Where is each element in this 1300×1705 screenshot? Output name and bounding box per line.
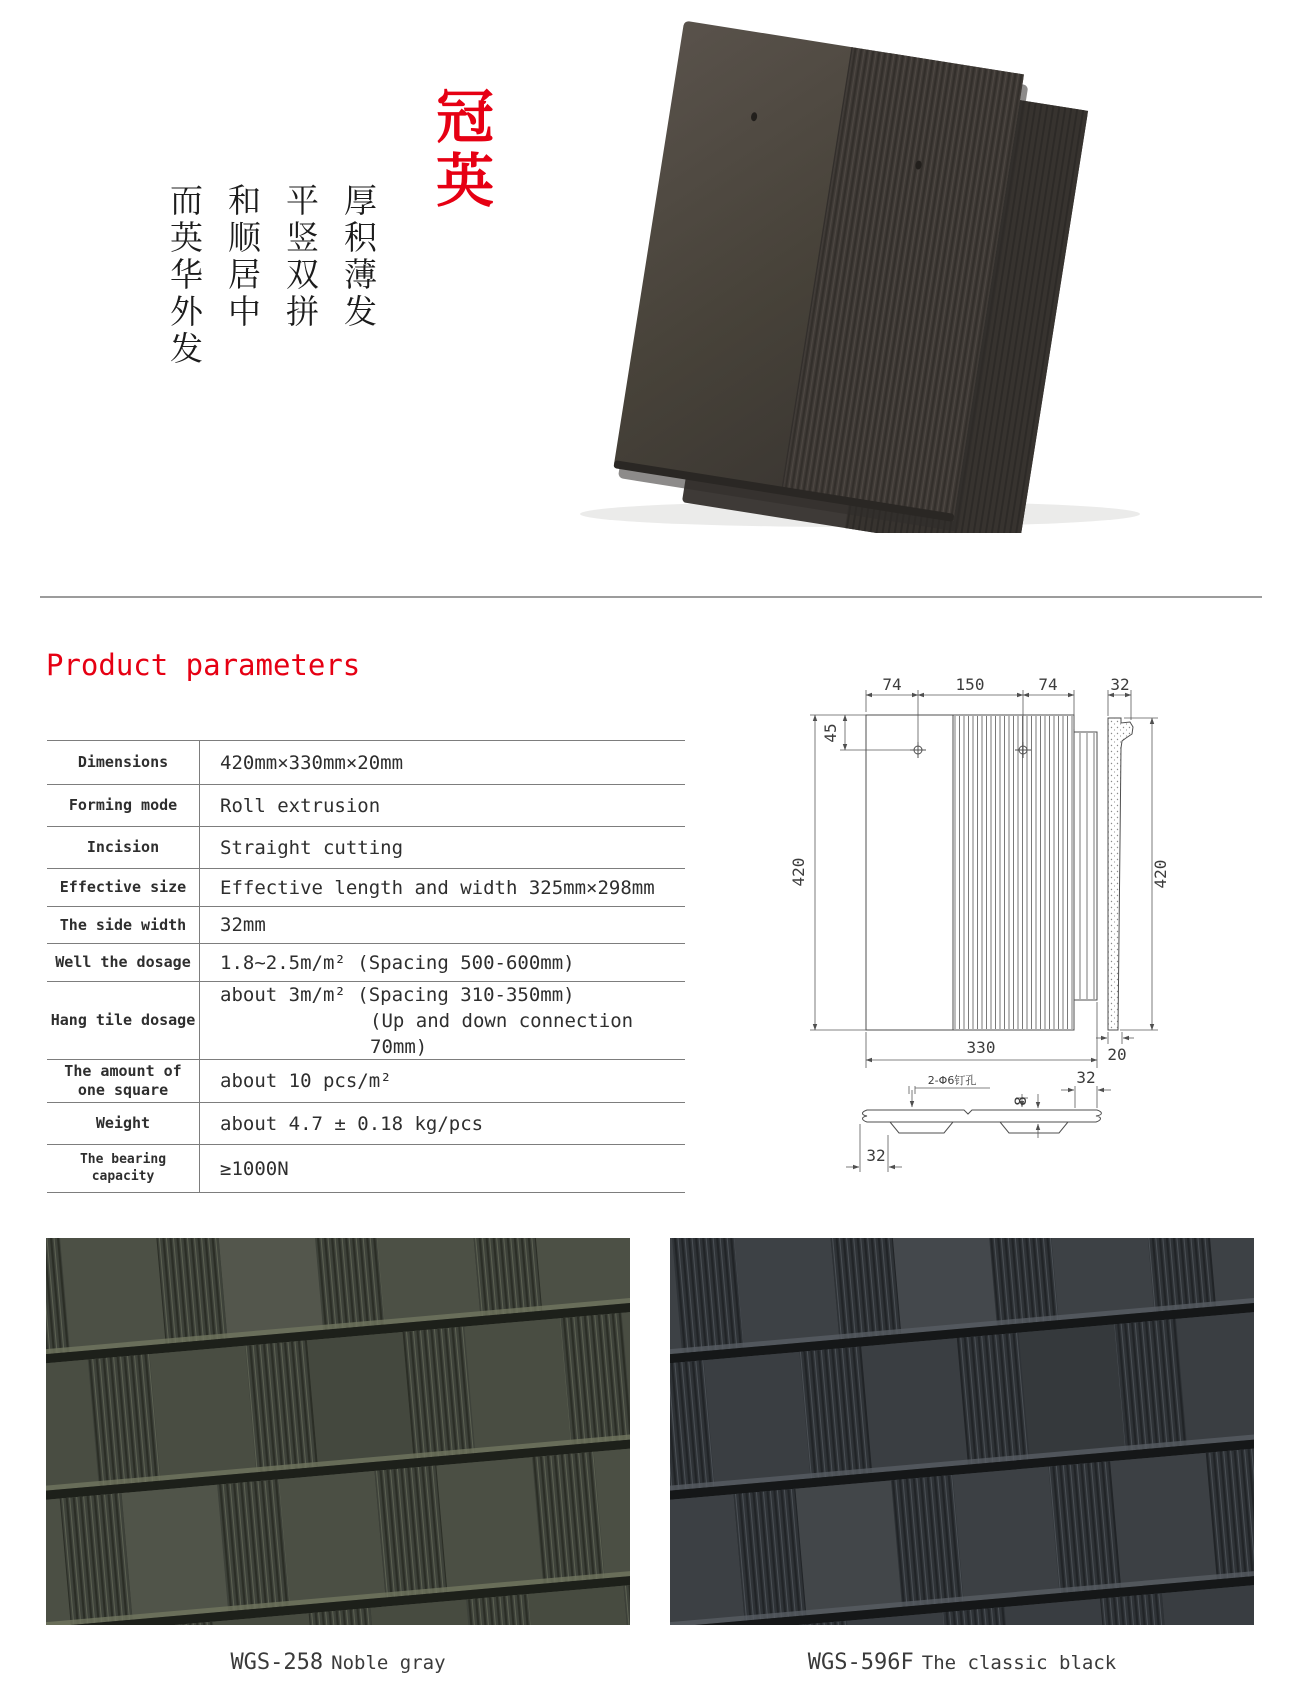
side-dimensions [1096, 690, 1158, 1044]
product-name: Noble gray [331, 1652, 446, 1674]
section-dimensions [846, 1086, 1111, 1172]
brand-title: 冠英 [426, 86, 494, 214]
table-row [47, 982, 685, 1060]
roof-photo-noble-gray [46, 1238, 630, 1625]
nail-hole-label: 2-Φ6钉孔 [927, 1074, 977, 1087]
row-value: ≥1000N [220, 1157, 289, 1180]
table-row [47, 785, 685, 827]
section-view [863, 1110, 1102, 1133]
batten [890, 1122, 953, 1133]
product-code: WGS-596F [807, 1650, 914, 1675]
table-row [47, 1060, 685, 1103]
row-value: 420mm×330mm×20mm [220, 751, 404, 774]
section-title: Product parameters [46, 648, 361, 682]
motto-column: 厚积薄发 [339, 183, 378, 331]
table-row [47, 907, 685, 944]
technical-drawing [715, 615, 1195, 1185]
table-row [47, 827, 685, 869]
table-row [47, 1145, 685, 1193]
row-value: about 4.7 ± 0.18 kg/pcs [220, 1112, 484, 1135]
dim-32-left-lap: 32 [866, 1146, 886, 1165]
parameters-table [47, 740, 685, 1193]
row-value: 1.8~2.5m/m² (Spacing 500-600mm) [220, 951, 575, 974]
table-row [47, 944, 685, 982]
table-row [47, 869, 685, 907]
product-photo-tile [555, 18, 1175, 533]
brand-motto [150, 183, 393, 403]
dim-330: 330 [966, 1038, 996, 1057]
table-row [47, 741, 685, 785]
section-divider [40, 596, 1262, 598]
table-row [47, 1103, 685, 1145]
row-value: 32mm [220, 914, 266, 936]
row-label: Incision [47, 827, 200, 868]
dim-20: 20 [1107, 1045, 1127, 1064]
dim-420-plan: 420 [789, 857, 808, 887]
dim-74-right: 74 [1038, 675, 1058, 694]
dim-32-side: 32 [1110, 675, 1130, 694]
row-label: Effective size [47, 869, 200, 906]
row-label: Forming mode [47, 785, 200, 826]
row-label: The amount of one square [47, 1060, 200, 1102]
motto-column: 和顺居中 [223, 183, 262, 331]
dim-32-right-lap: 32 [1076, 1068, 1096, 1087]
dim-45: 45 [821, 723, 840, 743]
dim-8: 8 [1011, 1096, 1030, 1106]
motto-column: 平竖双拼 [281, 183, 320, 331]
row-label: Well the dosage [47, 944, 200, 981]
side-view [1108, 718, 1133, 1030]
row-value: Effective length and width 325mm×298mm [220, 876, 655, 899]
dim-150: 150 [955, 675, 985, 694]
row-label: Weight [47, 1103, 200, 1144]
row-label: Dimensions [47, 741, 200, 784]
row-value: Straight cutting [220, 836, 404, 859]
caption-noble-gray [46, 1650, 630, 1675]
row-label: Hang tile dosage [47, 982, 200, 1059]
row-value: about 3m/m² (Spacing 310-350mm) (Up and down connection 70mm) [220, 983, 634, 1058]
row-label: The side width [47, 907, 200, 943]
caption-classic-black [670, 1650, 1254, 1675]
product-name: The classic black [921, 1652, 1117, 1674]
roof-photo-classic-black [670, 1238, 1254, 1625]
row-value: Roll extrusion [220, 794, 381, 817]
dim-74-left: 74 [882, 675, 902, 694]
tile-group [610, 21, 1092, 533]
dim-420-side: 420 [1151, 859, 1170, 889]
plan-view [866, 715, 1097, 1030]
motto-column: 而英华外发 [165, 183, 204, 368]
row-label: The bearing capacity [47, 1145, 200, 1192]
row-value: about 10 pcs/m² [220, 1070, 392, 1092]
product-code: WGS-258 [230, 1650, 324, 1675]
batten [1000, 1122, 1068, 1133]
